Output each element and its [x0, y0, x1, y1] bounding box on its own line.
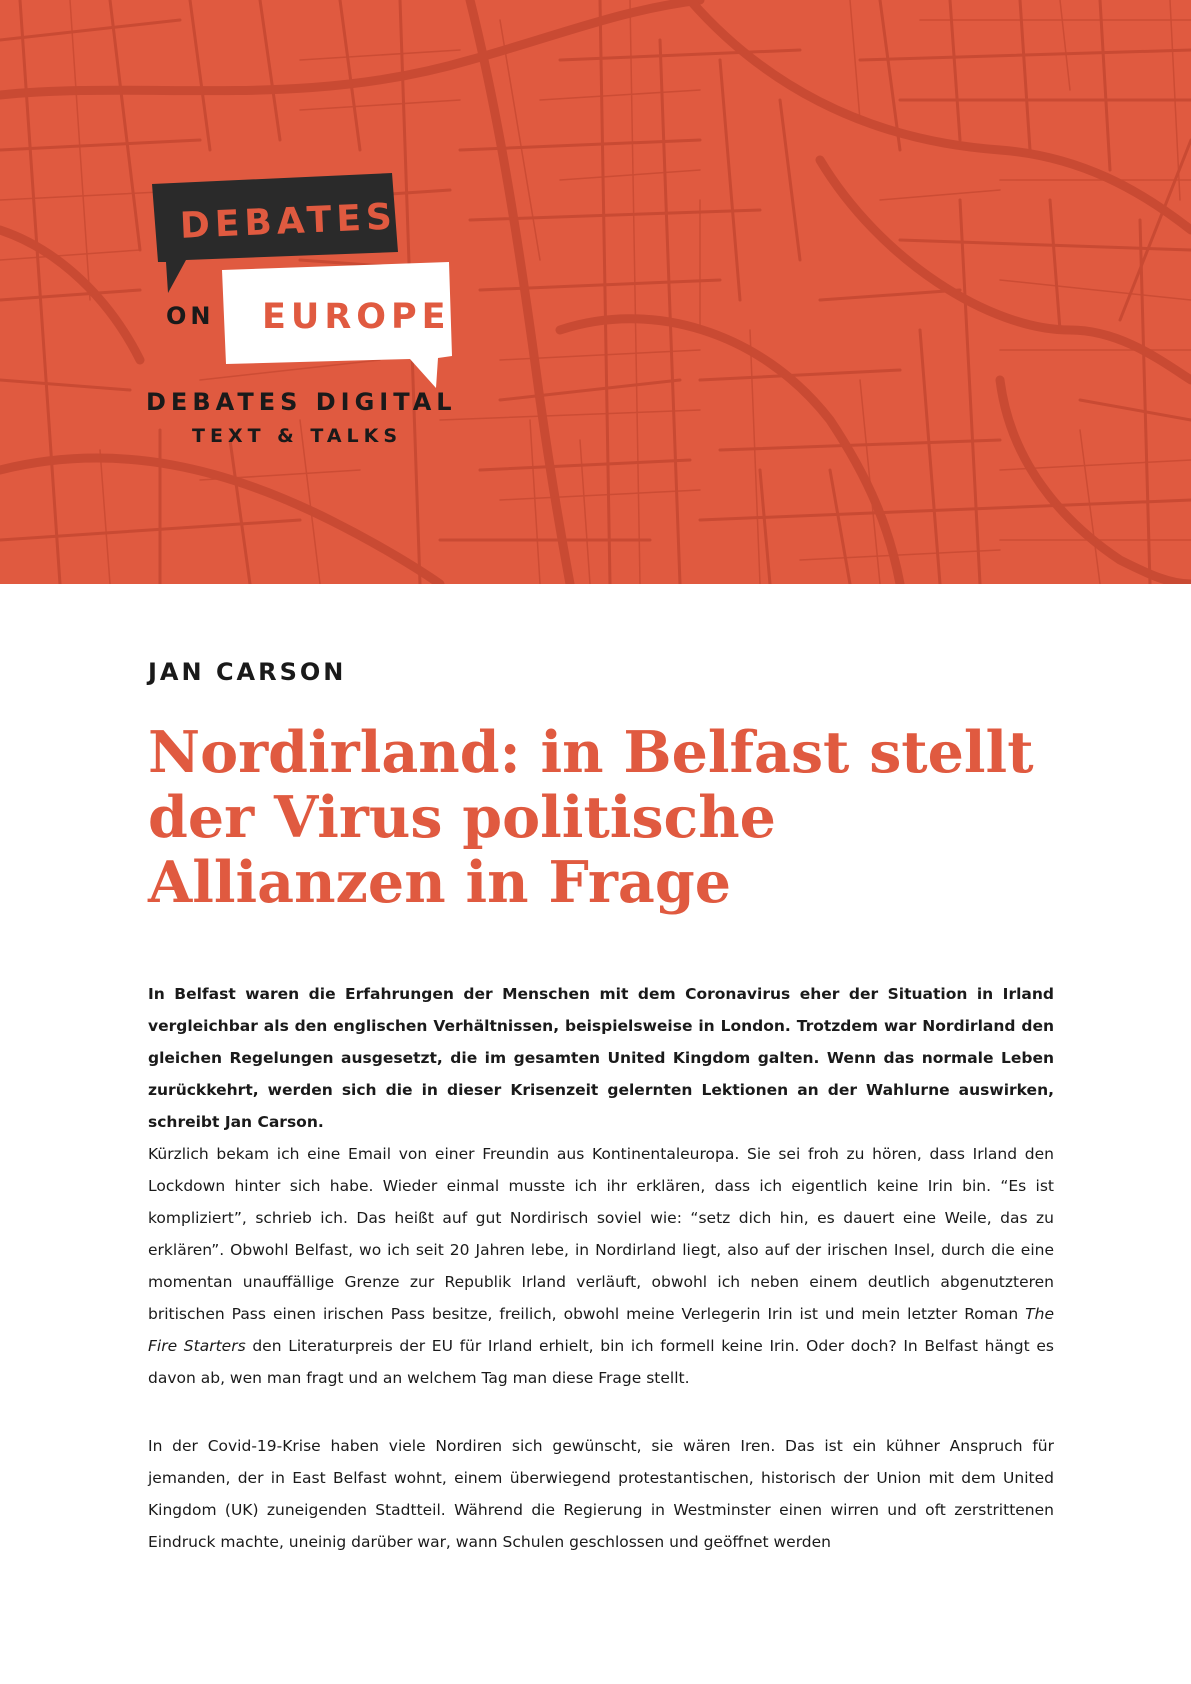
- logo-tagline-1: DEBATES DIGITAL: [146, 388, 457, 416]
- paragraph-1-text-a: Kürzlich bekam ich eine Email von einer Freundin aus Kontinentaleuropa. Sie sei froh zu hören, dass Irland den Lockdown hinter sich habe. Wieder einmal musste ich ihr erklären, dass ich eigentlich keine Irin bin. “Es ist kompliziert”, schrieb ich. Das heißt auf gut Nordirisch soviel wie: “setz dich hin, es dauert eine Weile, das zu erklären”. Obwohl Belfast, wo ich seit 20 Jahren lebe, in Nordirland liegt, also auf der irischen Insel, durch die eine momentan unauffällige Grenze zur Republik Irland verläuft, obwohl ich neben einem deutlich abgenutzteren britischen Pass einen irischen Pass besitze, freilich, obwohl meine Verlegerin Irin ist und mein letzter Roman: [148, 1145, 1054, 1323]
- article-paragraph-2: In der Covid-19-Krise haben viele Nordiren sich gewünscht, sie wären Iren. Das ist ein kühner Anspruch für jemanden, der in East Belfast wohnt, einem überwiegend protestantischen, historisch der Union mit dem United Kingdom (UK) zuneigenden Stadtteil. Während die Regierung in Westminster einen wirren und oft zerstrittenen Eindruck machte, uneinig darüber war, wann Schulen geschlossen und geöffnet werden: [148, 1437, 1054, 1551]
- article-lead: In Belfast waren die Erfahrungen der Menschen mit dem Coronavirus eher der Situation in Irland vergleichbar als den englischen Verhältnissen, beispielsweise in London. Trotzdem war Nordirland den gleichen Regelungen ausgesetzt, die im gesamten United Kingdom galten. Wenn das normale Leben zurückkehrt, werden sich die in dieser Krisenzeit gelernten Lektionen an der Wahlurne auswirken, schreibt Jan Carson.: [148, 985, 1054, 1131]
- logo-on: ON: [166, 302, 215, 330]
- paragraph-1-text-b: den Literaturpreis der EU für Irland erhielt, bin ich formell keine Irin. Oder doch? In Belfast hängt es davon ab, wen man fragt und an welchem Tag man diese Frage stellt.: [148, 1337, 1055, 1387]
- header-banner: [0, 0, 1191, 584]
- article-paragraph-1: [148, 1138, 1054, 1394]
- article-author: JAN CARSON: [148, 658, 347, 686]
- debates-on-europe-logo: [0, 0, 1191, 584]
- logo-debates: DEBATES: [179, 196, 398, 247]
- logo-tagline-2: TEXT & TALKS: [192, 425, 403, 447]
- logo-europe: EUROPE: [262, 297, 451, 337]
- article-title: Nordirland: in Belfast stellt der Virus politische Allianzen in Frage: [148, 719, 1034, 916]
- book-title: The Fire Starters: [148, 1305, 1054, 1355]
